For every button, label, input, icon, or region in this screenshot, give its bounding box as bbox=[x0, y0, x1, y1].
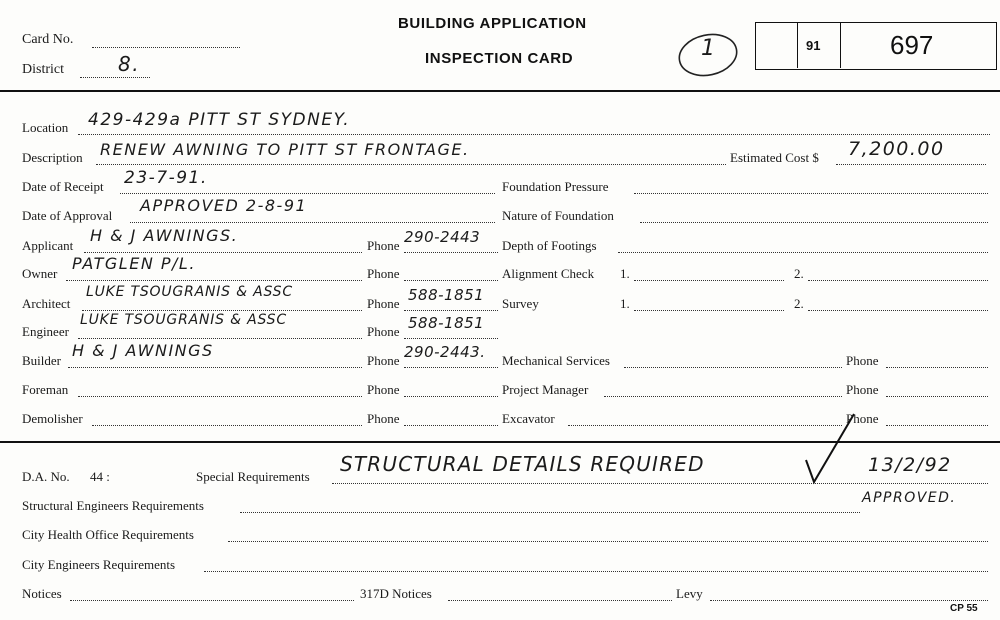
owner-value: PATGLEN P/L. bbox=[72, 254, 196, 273]
card-no-label: Card No. bbox=[22, 32, 74, 47]
description-value: RENEW AWNING TO PITT ST FRONTAGE. bbox=[100, 140, 470, 159]
builder-value: H & J AWNINGS bbox=[72, 341, 214, 360]
excavator-phone-field[interactable] bbox=[886, 425, 988, 426]
foundation-pressure-label: Foundation Pressure bbox=[502, 179, 609, 194]
alignment-check-field-1[interactable] bbox=[634, 280, 784, 281]
date-of-receipt-value: 23-7-91. bbox=[124, 168, 208, 188]
applicant-phone-label: Phone bbox=[367, 238, 400, 253]
mechanical-services-phone-label: Phone bbox=[846, 353, 879, 368]
demolisher-field[interactable] bbox=[92, 425, 362, 426]
alignment-check-num-1: 1. bbox=[620, 266, 630, 281]
owner-field[interactable] bbox=[66, 280, 362, 281]
excavator-phone-label: Phone bbox=[846, 411, 879, 426]
notices-317d-label: 317D Notices bbox=[360, 586, 432, 601]
notices-317d-field[interactable] bbox=[448, 600, 672, 601]
levy-label: Levy bbox=[676, 586, 703, 601]
engineer-phone-label: Phone bbox=[367, 324, 400, 339]
applicant-field[interactable] bbox=[84, 252, 362, 253]
special-requirements-value: STRUCTURAL DETAILS REQUIRED bbox=[340, 452, 705, 476]
description-label: Description bbox=[22, 150, 83, 165]
card-number: 697 bbox=[890, 30, 934, 60]
notices-field[interactable] bbox=[70, 600, 354, 601]
architect-value: LUKE TSOUGRANIS & ASSC bbox=[86, 284, 293, 300]
demolisher-label: Demolisher bbox=[22, 411, 83, 426]
applicant-phone-value: 290-2443 bbox=[404, 228, 481, 246]
date-of-receipt-label: Date of Receipt bbox=[22, 179, 104, 194]
survey-label: Survey bbox=[502, 296, 539, 311]
foreman-phone-field[interactable] bbox=[404, 396, 498, 397]
applicant-value: H & J AWNINGS. bbox=[90, 226, 239, 245]
header-rule bbox=[0, 90, 1000, 92]
builder-phone-value: 290-2443. bbox=[404, 343, 486, 361]
description-field[interactable] bbox=[96, 164, 726, 165]
excavator-label: Excavator bbox=[502, 411, 555, 426]
owner-phone-label: Phone bbox=[367, 266, 400, 281]
foreman-label: Foreman bbox=[22, 382, 69, 397]
owner-phone-field[interactable] bbox=[404, 280, 498, 281]
alignment-check-label: Alignment Check bbox=[502, 266, 595, 281]
builder-field[interactable] bbox=[68, 367, 362, 368]
da-no-value: 44 : bbox=[90, 469, 110, 484]
owner-label: Owner bbox=[22, 266, 58, 281]
check-mark-icon bbox=[800, 410, 860, 490]
depth-of-footings-field[interactable] bbox=[618, 252, 988, 253]
levy-field[interactable] bbox=[710, 600, 988, 601]
structural-engineers-field[interactable] bbox=[240, 512, 860, 513]
city-health-label: City Health Office Requirements bbox=[22, 527, 194, 542]
location-field[interactable] bbox=[78, 134, 990, 135]
location-label: Location bbox=[22, 120, 69, 135]
architect-field[interactable] bbox=[82, 310, 362, 311]
da-no-label: D.A. No. bbox=[22, 469, 70, 484]
estimated-cost-field[interactable] bbox=[836, 164, 986, 165]
estimated-cost-value: 7,200.00 bbox=[848, 138, 945, 160]
engineer-value: LUKE TSOUGRANIS & ASSC bbox=[80, 312, 287, 328]
district-value: 8. bbox=[118, 52, 141, 76]
special-requirements-label: Special Requirements bbox=[196, 469, 310, 484]
survey-num-2: 2. bbox=[794, 296, 804, 311]
card-number-prefix: 91 bbox=[806, 38, 821, 53]
date-of-approval-label: Date of Approval bbox=[22, 208, 113, 223]
title-line-2: INSPECTION CARD bbox=[425, 50, 574, 67]
mechanical-services-phone-field[interactable] bbox=[886, 367, 988, 368]
nature-of-foundation-label: Nature of Foundation bbox=[502, 208, 614, 223]
district-label: District bbox=[22, 62, 64, 77]
architect-label: Architect bbox=[22, 296, 71, 311]
architect-phone-label: Phone bbox=[367, 296, 400, 311]
foreman-phone-label: Phone bbox=[367, 382, 400, 397]
foreman-field[interactable] bbox=[78, 396, 362, 397]
date-of-receipt-field[interactable] bbox=[120, 193, 495, 194]
project-manager-phone-field[interactable] bbox=[886, 396, 988, 397]
survey-num-1: 1. bbox=[620, 296, 630, 311]
builder-phone-label: Phone bbox=[367, 353, 400, 368]
mechanical-services-label: Mechanical Services bbox=[502, 353, 610, 368]
special-requirements-field[interactable] bbox=[332, 483, 988, 484]
project-manager-label: Project Manager bbox=[502, 382, 589, 397]
foundation-pressure-field[interactable] bbox=[634, 193, 988, 194]
district-field[interactable] bbox=[80, 77, 150, 78]
city-health-field[interactable] bbox=[228, 541, 988, 542]
project-manager-field[interactable] bbox=[604, 396, 842, 397]
demolisher-phone-field[interactable] bbox=[404, 425, 498, 426]
card-no-field[interactable] bbox=[92, 47, 240, 48]
project-manager-phone-label: Phone bbox=[846, 382, 879, 397]
location-value: 429-429a PITT ST SYDNEY. bbox=[88, 110, 351, 130]
architect-phone-field[interactable] bbox=[404, 310, 498, 311]
circled-number: 1 bbox=[701, 36, 717, 61]
demolisher-phone-label: Phone bbox=[367, 411, 400, 426]
approved-note: APPROVED. bbox=[862, 490, 957, 506]
engineer-phone-value: 588-1851 bbox=[408, 314, 485, 332]
architect-phone-value: 588-1851 bbox=[408, 286, 485, 304]
date-of-approval-value: APPROVED 2-8-91 bbox=[140, 196, 308, 215]
date-of-approval-field[interactable] bbox=[130, 222, 495, 223]
alignment-check-num-2: 2. bbox=[794, 266, 804, 281]
city-engineers-field[interactable] bbox=[204, 571, 988, 572]
builder-label: Builder bbox=[22, 353, 61, 368]
alignment-check-field-2[interactable] bbox=[808, 280, 988, 281]
applicant-label: Applicant bbox=[22, 238, 74, 253]
engineer-field[interactable] bbox=[78, 338, 362, 339]
form-code: CP 55 bbox=[950, 603, 978, 614]
applicant-phone-field[interactable] bbox=[404, 252, 498, 253]
nature-of-foundation-field[interactable] bbox=[640, 222, 988, 223]
city-engineers-label: City Engineers Requirements bbox=[22, 557, 176, 572]
structural-engineers-label: Structural Engineers Requirements bbox=[22, 498, 204, 513]
engineer-label: Engineer bbox=[22, 324, 69, 339]
title-line-1: BUILDING APPLICATION bbox=[398, 15, 587, 32]
special-date: 13/2/92 bbox=[868, 454, 952, 476]
survey-field-2[interactable] bbox=[808, 310, 988, 311]
mechanical-services-field[interactable] bbox=[624, 367, 842, 368]
depth-of-footings-label: Depth of Footings bbox=[502, 238, 597, 253]
engineer-phone-field[interactable] bbox=[404, 338, 498, 339]
notices-label: Notices bbox=[22, 586, 62, 601]
estimated-cost-label: Estimated Cost $ bbox=[730, 150, 819, 165]
card-number-box bbox=[755, 22, 997, 70]
survey-field-1[interactable] bbox=[634, 310, 784, 311]
builder-phone-field[interactable] bbox=[404, 367, 498, 368]
